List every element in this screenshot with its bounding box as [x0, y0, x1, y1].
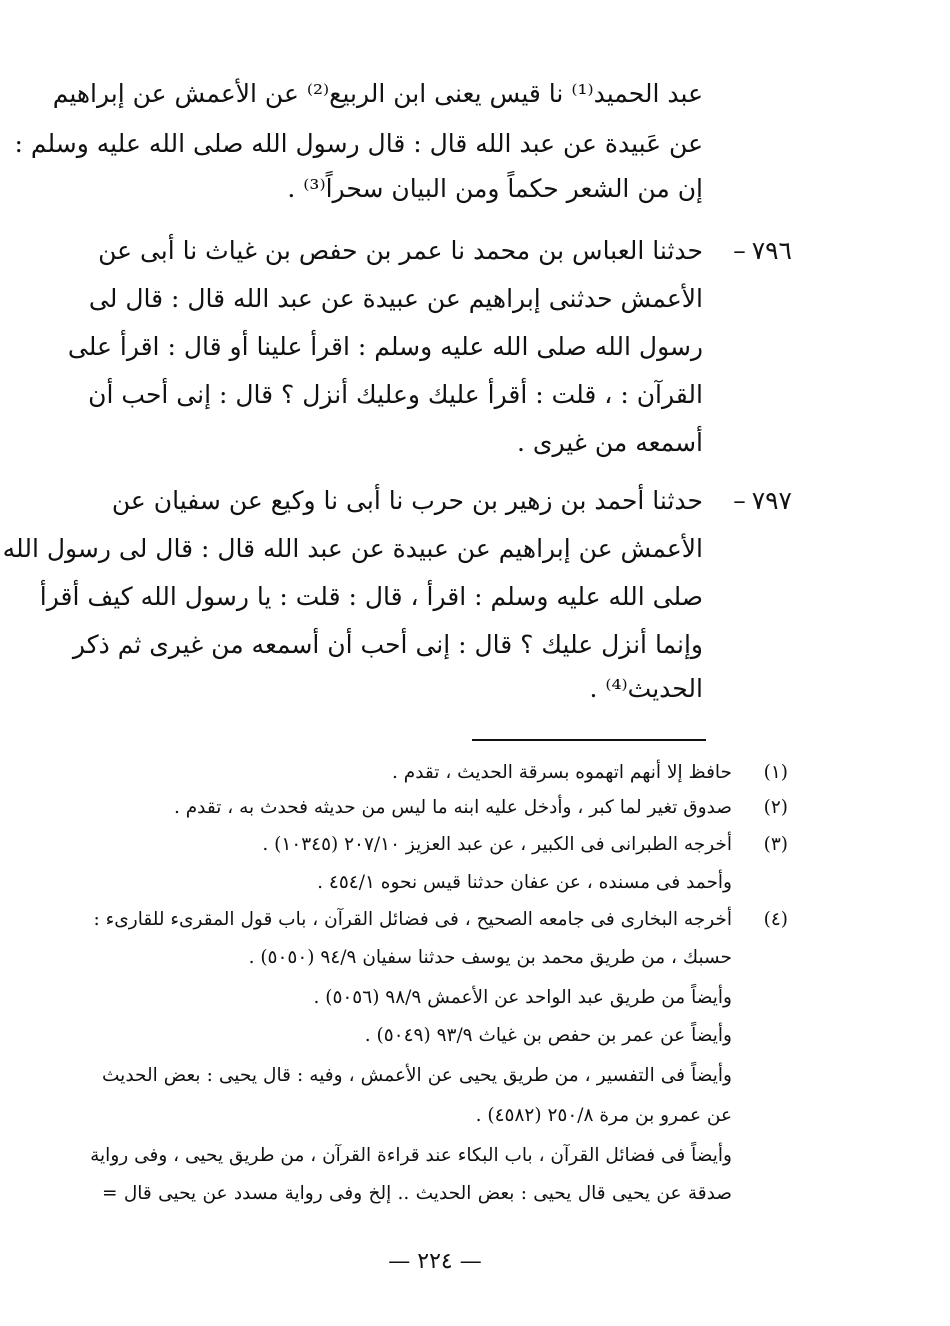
hadith-dash: – [733, 236, 746, 265]
footnote-4-line-1: أخرجه البخارى فى جامعه الصحيح ، فى فضائل القرآن ، باب قول المقرىء للقارىء : [93, 909, 732, 930]
hadith-796-line-4: القرآن : ، قلت : أقرأ عليك وعليك أنزل ؟ قال : إنى أحب أن [88, 380, 703, 409]
intro-line-2: عن عَبيدة عن عبد الله قال : قال رسول الله صلى الله عليه وسلم : [14, 129, 703, 158]
footnote-marker-2: (٢) [763, 797, 788, 818]
hadith-number-796 [702, 227, 792, 275]
hadith-796-line-2: الأعمش حدثنى إبراهيم عن عبيدة عن عبد الله قال : قال لى [88, 284, 703, 313]
footnote-separator [472, 739, 706, 741]
hadith-797-line-1: حدثنا أحمد بن زهير بن حرب نا أبى نا وكيع عن سفيان عن [111, 486, 703, 515]
hadith-797-line-5: الحديث⁽⁴⁾ . [589, 674, 703, 703]
hadith-797-line-2: الأعمش عن إبراهيم عن عبيدة عن عبد الله قال : قال لى رسول الله [2, 534, 703, 563]
intro-line-1: عبد الحميد⁽¹⁾ نا قيس يعنى ابن الربيع⁽²⁾ عن الأعمش عن إبراهيم [52, 79, 703, 108]
hadith-dash: – [733, 486, 746, 515]
footnote-4-line-2: حسبك ، من طريق محمد بن يوسف حدثنا سفيان ٩٤/٩ (٥٠٥٠) . [248, 947, 732, 968]
hadith-number: ٧٩٦ [751, 236, 792, 265]
hadith-796-line-3: رسول الله صلى الله عليه وسلم : اقرأ علينا أو قال : اقرأ على [67, 332, 703, 361]
footnote-3-line-1: أخرجه الطبرانى فى الكبير ، عن عبد العزيز ٢٠٧/١٠ (١٠٣٤٥) . [262, 834, 732, 855]
footnote-3-line-2: وأحمد فى مسنده ، عن عفان حدثنا قيس نحوه ٤٥٤/١ . [317, 872, 732, 893]
intro-line-3: إن من الشعر حكماً ومن البيان سحراً⁽³⁾ . [287, 174, 703, 203]
footnote-2-line-1: صدوق تغير لما كبر ، وأدخل عليه ابنه ما ليس من حديثه فحدث به ، تقدم . [173, 797, 732, 818]
footnote-4-line-3: وأيضاً من طريق عبد الواحد عن الأعمش ٩٨/٩ (٥٠٥٦) . [313, 987, 732, 1008]
footnote-marker-3: (٣) [763, 834, 788, 855]
hadith-797-line-4: وإنما أنزل عليك ؟ قال : إنى أحب أن أسمعه من غيرى ثم ذكر [72, 630, 703, 659]
footnote-4-line-6: عن عمرو بن مرة ٢٥٠/٨ (٤٥٨٢) . [475, 1105, 732, 1126]
hadith-number: ٧٩٧ [751, 486, 792, 515]
hadith-797-line-3: صلى الله عليه وسلم : اقرأ ، قال : قلت : يا رسول الله كيف أقرأ [39, 582, 703, 611]
footnote-1-line-1: حافظ إلا أنهم اتهموه بسرقة الحديث ، تقدم . [392, 762, 732, 783]
footnote-4-line-5: وأيضاً فى التفسير ، من طريق يحيى عن الأعمش ، وفيه : قال يحيى : بعض الحديث [102, 1065, 732, 1086]
page-number: — ٢٢٤ — [388, 1249, 482, 1274]
footnote-marker-4: (٤) [763, 909, 788, 930]
footnote-marker-1: (١) [763, 762, 788, 783]
footnote-4-line-7: وأيضاً فى فضائل القرآن ، باب البكاء عند قراءة القرآن ، من طريق يحيى ، وفى رواية [90, 1145, 732, 1166]
hadith-796-line-1: حدثنا العباس بن محمد نا عمر بن حفص بن غياث نا أبى عن [98, 236, 703, 265]
footnote-4-line-4: وأيضاً عن عمر بن حفص بن غياث ٩٣/٩ (٥٠٤٩) . [364, 1025, 732, 1046]
footnote-4-line-8: صدقة عن يحيى قال يحيى : بعض الحديث .. إلخ وفى رواية مسدد عن يحيى قال = [102, 1183, 732, 1204]
hadith-number-797 [702, 477, 792, 525]
hadith-796-line-5: أسمعه من غيرى . [517, 428, 703, 457]
